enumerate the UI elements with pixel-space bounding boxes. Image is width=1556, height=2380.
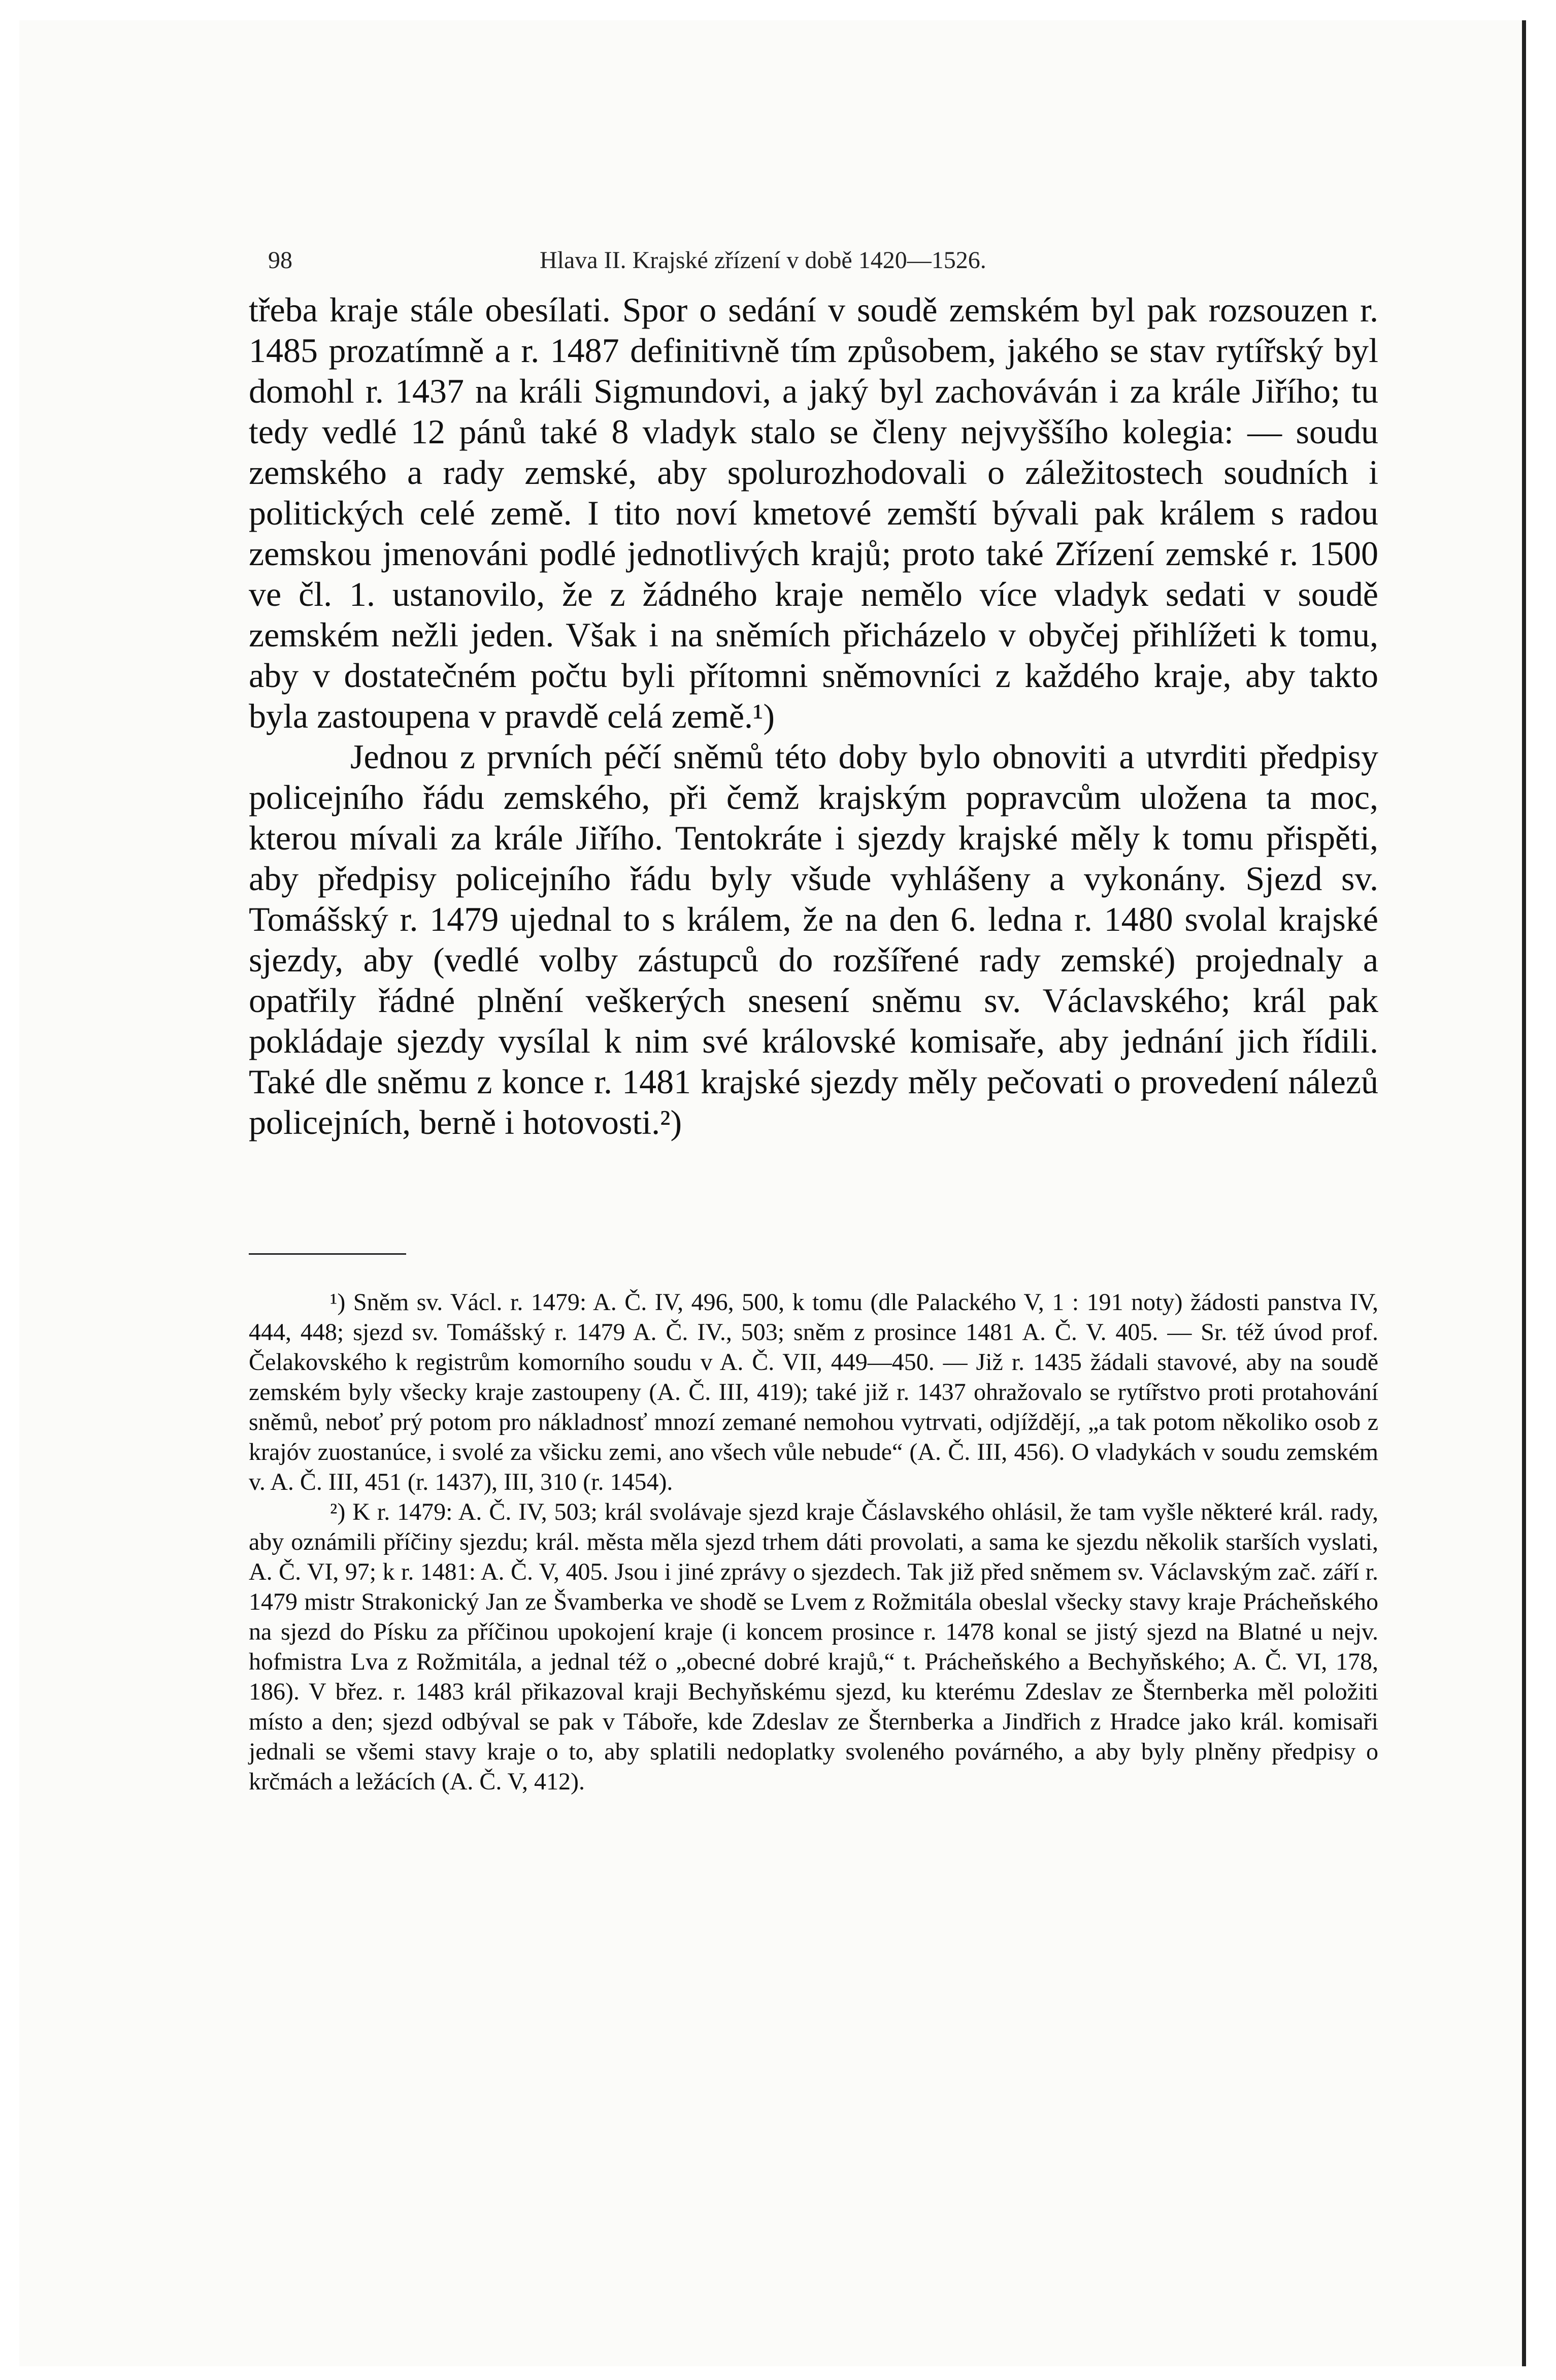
paragraph: třeba kraje stále obesílati. Spor o sedání v soudě zemském byl pak rozsouzen r. 1485 prozatímně a r. 1487 definitivně tím způsobem, jakého se stav rytířský byl domohl r. 1437 na králi Sigmundovi, a jaký byl zachováván i za krále Jiřího; tu tedy vedlé 12 pánů také 8 vladyk stalo se členy nejvyššího kolegia: — soudu zemského a rady zemské, aby spolurozhodovali o záležitostech soudních i politických celé země. I tito noví kmetové zemští bývali pak králem s radou zemskou jmenováni podlé jednotlivých krajů; proto také Zřízení zemské r. 1500 ve čl. 1. ustanovilo, že z žádného kraje nemělo více vladyk sedati v soudě zemském nežli jeden. Však i na sněmích přicházelo v obyčej přihlížeti k tomu, aby v dostatečném počtu byli přítomni sněmovníci z každého kraje, aby takto byla zastoupena v pravdě celá země.¹) xyxy=(249,290,1378,735)
page-header xyxy=(268,246,1141,282)
footnote: ¹) Sněm sv. Václ. r. 1479: A. Č. IV, 496, 500, k tomu (dle Palackého V, 1 : 191 noty) žádosti panstva IV, 444, 448; sjezd sv. Tomášský r. 1479 A. Č. IV., 503; sněm z prosince 1481 A. Č. V. 405. — Sr. též úvod prof. Čelakovského k registrům komorního soudu v A. Č. VII, 449—450. — Již r. 1435 žádali stavové, aby na soudě zemském byly všecky kraje zastoupeny (A. Č. III, 419); také již r. 1437 ohražovalo se rytířstvo proti protahování sněmů, neboť prý potom pro nákladnosť mnozí zemané nemohou vytrvati, odjíždějí, „a tak potom několiko osob z krajóv zuostanúce, i svolé za všicku zemi, ano všech vůle nebude“ (A. Č. III, 456). O vladykách v soudu zemském v. A. Č. III, 451 (r. 1437), III, 310 (r. 1454). xyxy=(249,1289,1378,1495)
footnote: ²) K r. 1479: A. Č. IV, 503; král svolávaje sjezd kraje Čáslavského ohlásil, že tam vyšle některé král. rady, aby oznámili příčiny sjezdu; král. města měla sjezd trhem dáti provolati, a sama ke sjezdu několik starších vyslati, A. Č. VI, 97; k r. 1481: A. Č. V, 405. Jsou i jiné zprávy o sjezdech. Tak již před sněmem sv. Václavským zač. září r. 1479 mistr Strakonický Jan ze Švamberka ve shodě se Lvem z Rožmitála obeslal všecky stavy kraje Prácheňského na sjezd do Písku za příčinou upokojení kraje (i koncem prosince r. 1478 konal se jistý sjezd na Blatné u nejv. hofmistra Lva z Rožmitála, a jednal též o „obecné dobré krajů,“ t. Prácheňského a Bechyňského; A. Č. VI, 178, 186). V břez. r. 1483 král přikazoval kraji Bechyňskému sjezd, ku kterému Zdeslav ze Šternberka měl položiti místo a den; sjezd odbýval se pak v Táboře, kde Zdeslav ze Šternberka a Jindřich z Hradce jako král. komisaři jednali se všemi stavy kraje o to, aby splatili nedoplatky svoleného povárného, a aby byly plněny předpisy o krčmách a ležácích (A. Č. V, 412). xyxy=(249,1498,1378,1795)
page-number: 98 xyxy=(268,247,292,274)
footnote-rule xyxy=(249,1253,406,1255)
footnotes xyxy=(249,1287,1378,1797)
running-title: Hlava II. Krajské zřízení v době 1420—1526. xyxy=(540,247,986,274)
main-text xyxy=(249,289,1378,1143)
paragraph: Jednou z prvních péčí sněmů této doby bylo obnoviti a utvrditi předpisy policejního řádu zemského, při čemž krajským popravcům uložena ta moc, kterou mívali za krále Jiřího. Tentokráte i sjezdy krajské měly k tomu přispěti, aby předpisy policejního řádu byly všude vyhlášeny a vykonány. Sjezd sv. Tomášský r. 1479 ujednal to s králem, že na den 6. ledna r. 1480 svolal krajské sjezdy, aby (vedlé volby zástupců do rozšířené rady zemské) projednaly a opatřily řádné plnění veškerých snesení sněmu sv. Václavského; král pak pokládaje sjezdy vysílal k nim své královské komisaře, aby jednání jich řídili. Také dle sněmu z konce r. 1481 krajské sjezdy měly pečovati o provedení nálezů policejních, berně i hotovosti.²) xyxy=(249,737,1378,1142)
